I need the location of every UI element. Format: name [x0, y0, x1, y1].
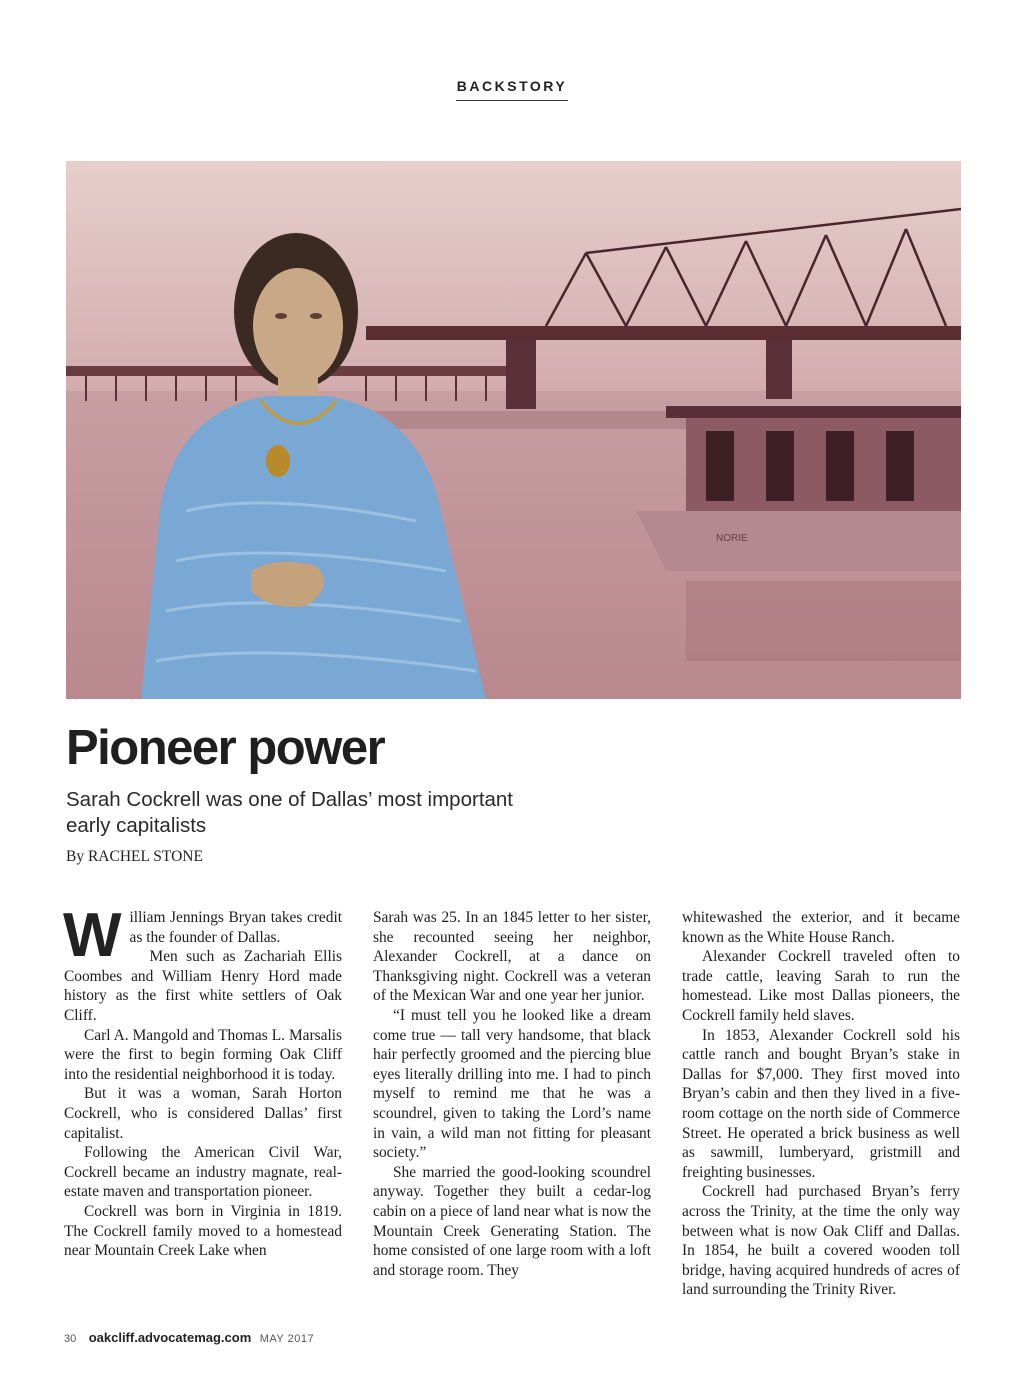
paragraph: Alexander Cockrell traveled often to trade cattle, leaving Sarah to run the homestead. Like most Dallas pioneers, the Cockrell family held slaves.	[682, 948, 960, 1024]
paragraph: Carl A. Mangold and Thomas L. Marsalis were the first to begin forming Oak Cliff into the residential neighborhood it is today.	[64, 1026, 342, 1083]
paragraph: “I must tell you he looked like a dream come true — tall very handsome, that black hair perfectly groomed and the piercing blue eyes literally drilling into me. I had to pinch myself to remind me that he was a scoundrel, given to taking the Lord’s name in vain, a wild man not fitting for pleasant society.”	[373, 1006, 651, 1162]
paragraph: She married the good-looking scoundrel anyway. Together they built a cedar-log cabin on a piece of land near what is now the Mountain Creek Generating Station. The home consisted of one large room with a loft and storage room. They	[373, 1163, 651, 1279]
deck: Sarah Cockrell was one of Dallas’ most important early capitalists	[66, 788, 514, 837]
byline: By RACHEL STONE	[66, 848, 203, 865]
page-number: 30	[64, 1333, 77, 1345]
drop-cap: W	[63, 901, 122, 970]
photo-illustration	[66, 161, 961, 699]
issue-date: MAY 2017	[259, 1333, 315, 1345]
paragraph: whitewashed the exterior, and it became known as the White House Ranch.	[682, 909, 960, 946]
site-url: oakcliff.advocatemag.com	[88, 1330, 252, 1345]
paragraph: Cockrell had purchased Bryan’s ferry across the Trinity, at the time the only way between what is now Oak Cliff and Dallas. In 1854, he built a covered wooden toll bridge, having acquired hundreds of acres of land surrounding the Trinity River.	[682, 1183, 960, 1299]
svg-text:NORIE: NORIE	[716, 533, 748, 544]
paragraph: But it was a woman, Sarah Horton Cockrell, who is considered Dallas’ first capitalist.	[64, 1085, 342, 1142]
paragraph: Men such as Zachariah Ellis Coombes and William Henry Hord made history as the first white settlers of Oak Cliff.	[64, 948, 342, 1024]
paragraph: Cockrell was born in Virginia in 1819. The Cockrell family moved to a homestead near Mountain Creek Lake when	[64, 1202, 342, 1260]
section-label: BACKSTORY	[456, 78, 568, 94]
article-column-3	[682, 908, 960, 1300]
section-rule	[456, 100, 568, 101]
page-footer	[64, 1329, 314, 1347]
paragraph: William Jennings Bryan takes credit as the founder of Dallas.	[63, 901, 342, 970]
headline: Pioneer power	[66, 721, 385, 775]
paragraph: In 1853, Alexander Cockrell sold his cattle ranch and bought Bryan’s stake in Dallas for $7,000. They first moved into Bryan’s cabin and then they lived in a five-room cottage on the north side of Commerce Street. He operated a brick business as well as sawmill, lumberyard, gristmill and freighting businesses.	[682, 1026, 960, 1181]
paragraph: Following the American Civil War, Cockrell became an industry magnate, real-estate maven and transportation pioneer.	[64, 1144, 342, 1201]
paragraph: Sarah was 25. In an 1845 letter to her sister, she recounted seeing her neighbor, Alexander Cockrell, at a dance on Thanksgiving night. Cockrell was a veteran of the Mexican War and one year her junior.	[373, 909, 651, 1005]
hero-photo	[66, 161, 961, 699]
article-column-2	[373, 908, 651, 1280]
article-column-1	[63, 901, 342, 1261]
